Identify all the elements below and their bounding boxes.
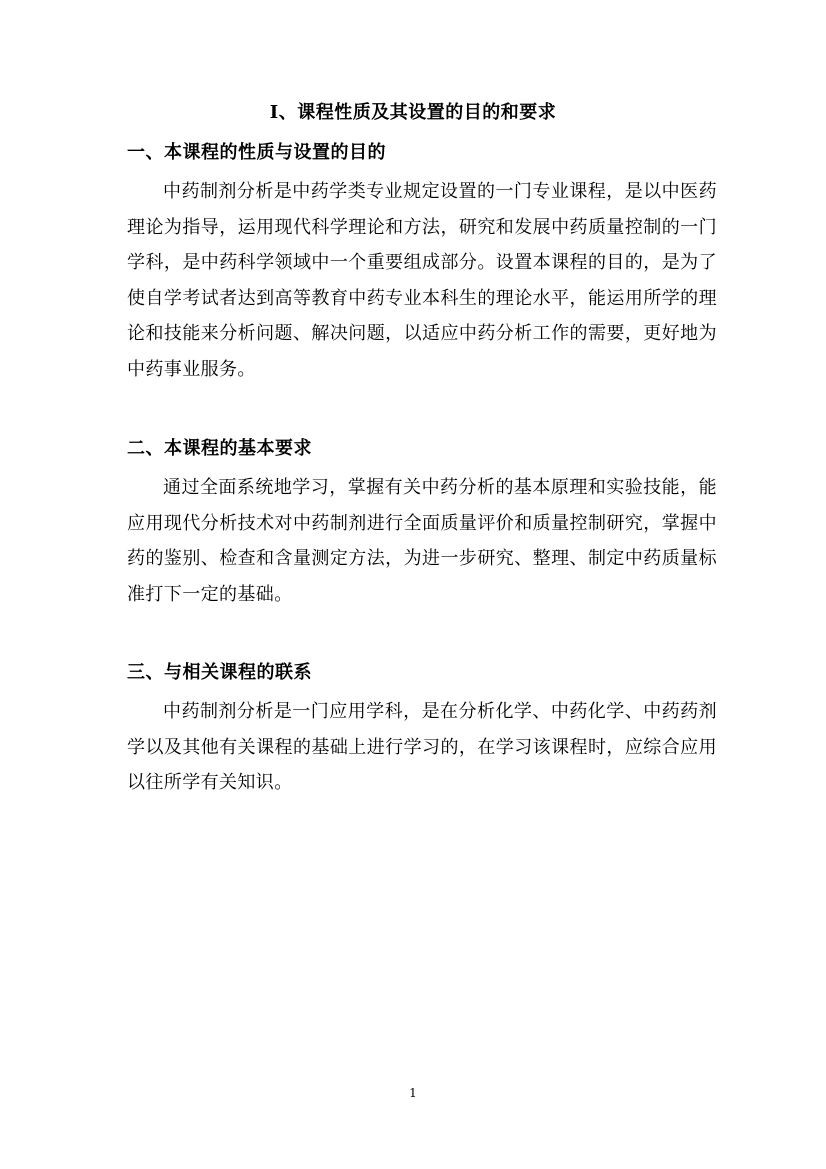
section-heading: 一、本课程的性质与设置的目的	[127, 142, 386, 163]
section-heading: 三、与相关课程的联系	[127, 662, 312, 683]
section-paragraph: 中药制剂分析是一门应用学科，是在分析化学、中药化学、中药药剂学以及其他有关课程的基础上进行学习的，在学习该课程时，应综合应用以往所学有关知识。	[127, 701, 717, 793]
page-number: 1	[409, 1086, 417, 1100]
section-heading: 二、本课程的基本要求	[127, 438, 312, 459]
section-related-courses	[127, 659, 717, 801]
section-paragraph: 中药制剂分析是中药学类专业规定设置的一门专业课程，是以中医药理论为指导，运用现代科学理论和方法，研究和发展中药质量控制的一门学科，是中药科学领域中一个重要组成部分。设置本课程的目的，是为了使自学考试者达到高等教育中药专业本科生的理论水平，能运用所学的理论和技能来分析问题、解决问题，以适应中药分析工作的需要，更好地为中药事业服务。	[127, 181, 717, 380]
page-title: I、课程性质及其设置的目的和要求	[269, 102, 557, 123]
section-basic-requirements	[127, 435, 717, 612]
section-paragraph: 通过全面系统地学习，掌握有关中药分析的基本原理和实验技能，能应用现代分析技术对中药制剂进行全面质量评价和质量控制研究，掌握中药的鉴别、检查和含量测定方法，为进一步研究、整理、制定中药质量标准打下一定的基础。	[127, 477, 717, 605]
section-nature-purpose	[127, 139, 717, 387]
